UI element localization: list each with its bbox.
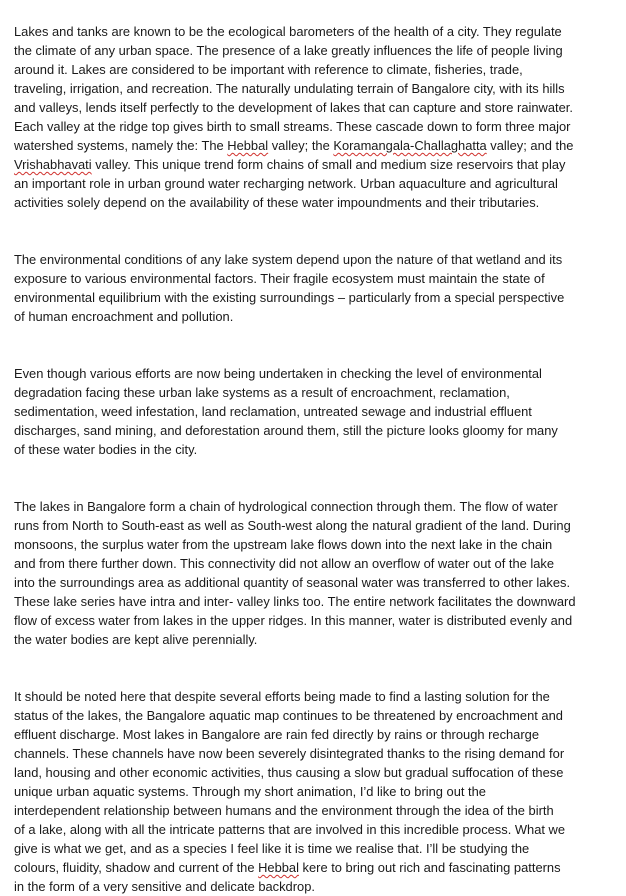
misspelled-word-hebbal[interactable]: Hebbal [227,138,269,153]
paragraph-lakes-overview [14,3,620,212]
paragraph-text: Even though various efforts are now being undertaken in checking the level of environmental degradation facing these urban lake systems as a result of encroachment, reclamation, sedimentation, weed infestation, land reclamation, untreated sewage and industrial effluent discharges, sand mining, and deforestation around them, still the picture looks gloomy for many of these water bodies in the city. [14,366,558,457]
paragraph-text: Lakes and tanks are known to be the ecological barometers of the health of a city. They regulate the climate of any urban space. The presence of a lake greatly influences the life of people living around it. Lakes are considered to be important with reference to climate, fisheries, trade, traveling, irrigation, and recreation. The naturally undulating terrain of Bangalore city, with its hills and valleys, lends itself perfectly to the development of lakes that can capture and store rainwater. Each valley at the ridge top gives birth to small streams. These cascade down to form three major watershed systems, namely the: The [14,24,573,153]
paragraph-text: valley; and the [490,138,574,153]
paragraph-text: It should be noted here that despite several efforts being made to find a lasting solution for the status of the lakes, the Bangalore aquatic map continues to be threatened by encroachment and effluent discharge. Most lakes in Bangalore are rain fed directly by rains or through recharge channels. These channels have now been severely disintegrated thanks to the rising demand for land, housing and other economic activities, thus causing a slow but gradual suffocation of these unique urban aquatic systems. Through my short animation, I’d like to bring out the interdependent relationship between humans and the environment through the idea of the birth of a lake, along with all the intricate patterns that are involved in this incredible process. What we give is what we get, and as a species I feel like it is time we realise that. I’ll be studying the colours, fluidity, shadow and current of the [14,689,566,875]
paragraph-text: The environmental conditions of any lake system depend upon the nature of that wetland and its exposure to various environmental factors. Their fragile ecosystem must maintain the state of environmental equilibrium with the existing surroundings – particularly from a special perspective of human encroachment and pollution. [14,252,565,324]
paragraph-text: The lakes in Bangalore form a chain of hydrological connection through them. The flow of water runs from North to South-east as well as South-west along the natural gradient of the land. During monsoons, the surplus water from the upstream lake flows down into the next lake in the chain and from there further down. This connectivity did not allow an overflow of water out of the lake into the surroundings area as additional quantity of seasonal water was transferred to other lakes. These lake series have intra and inter- valley links too. The entire network facilitates the downward flow of excess water from lakes in the upper ridges. In this manner, water is distributed evenly and the water bodies are kept alive perennially. [14,499,576,647]
misspelled-word-hebbal[interactable]: Hebbal [258,860,299,875]
paragraph-text: valley. This unique trend form chains of small and medium size reservoirs that play an important role in urban ground water recharging network. Urban aquaculture and agricultural activities solely depend on the availability of these water impoundments and their tributaries. [14,157,566,210]
misspelled-word-vrishabhavati[interactable]: Vrishabhavati [14,157,92,172]
paragraph-text: valley; the [268,138,334,153]
misspelled-word-koramangala-challaghatta[interactable]: Koramangala-Challaghatta [333,138,487,153]
paragraph-animation-intent [14,668,620,896]
paragraph-degradation-efforts [14,345,620,459]
paragraph-text: kere to bring out rich and fascinating patterns in the form of a very sensitive and delicate backdrop. [14,860,561,894]
paragraph-environmental-conditions [14,231,620,326]
document-body [14,3,620,896]
paragraph-hydrological-chain [14,478,620,649]
